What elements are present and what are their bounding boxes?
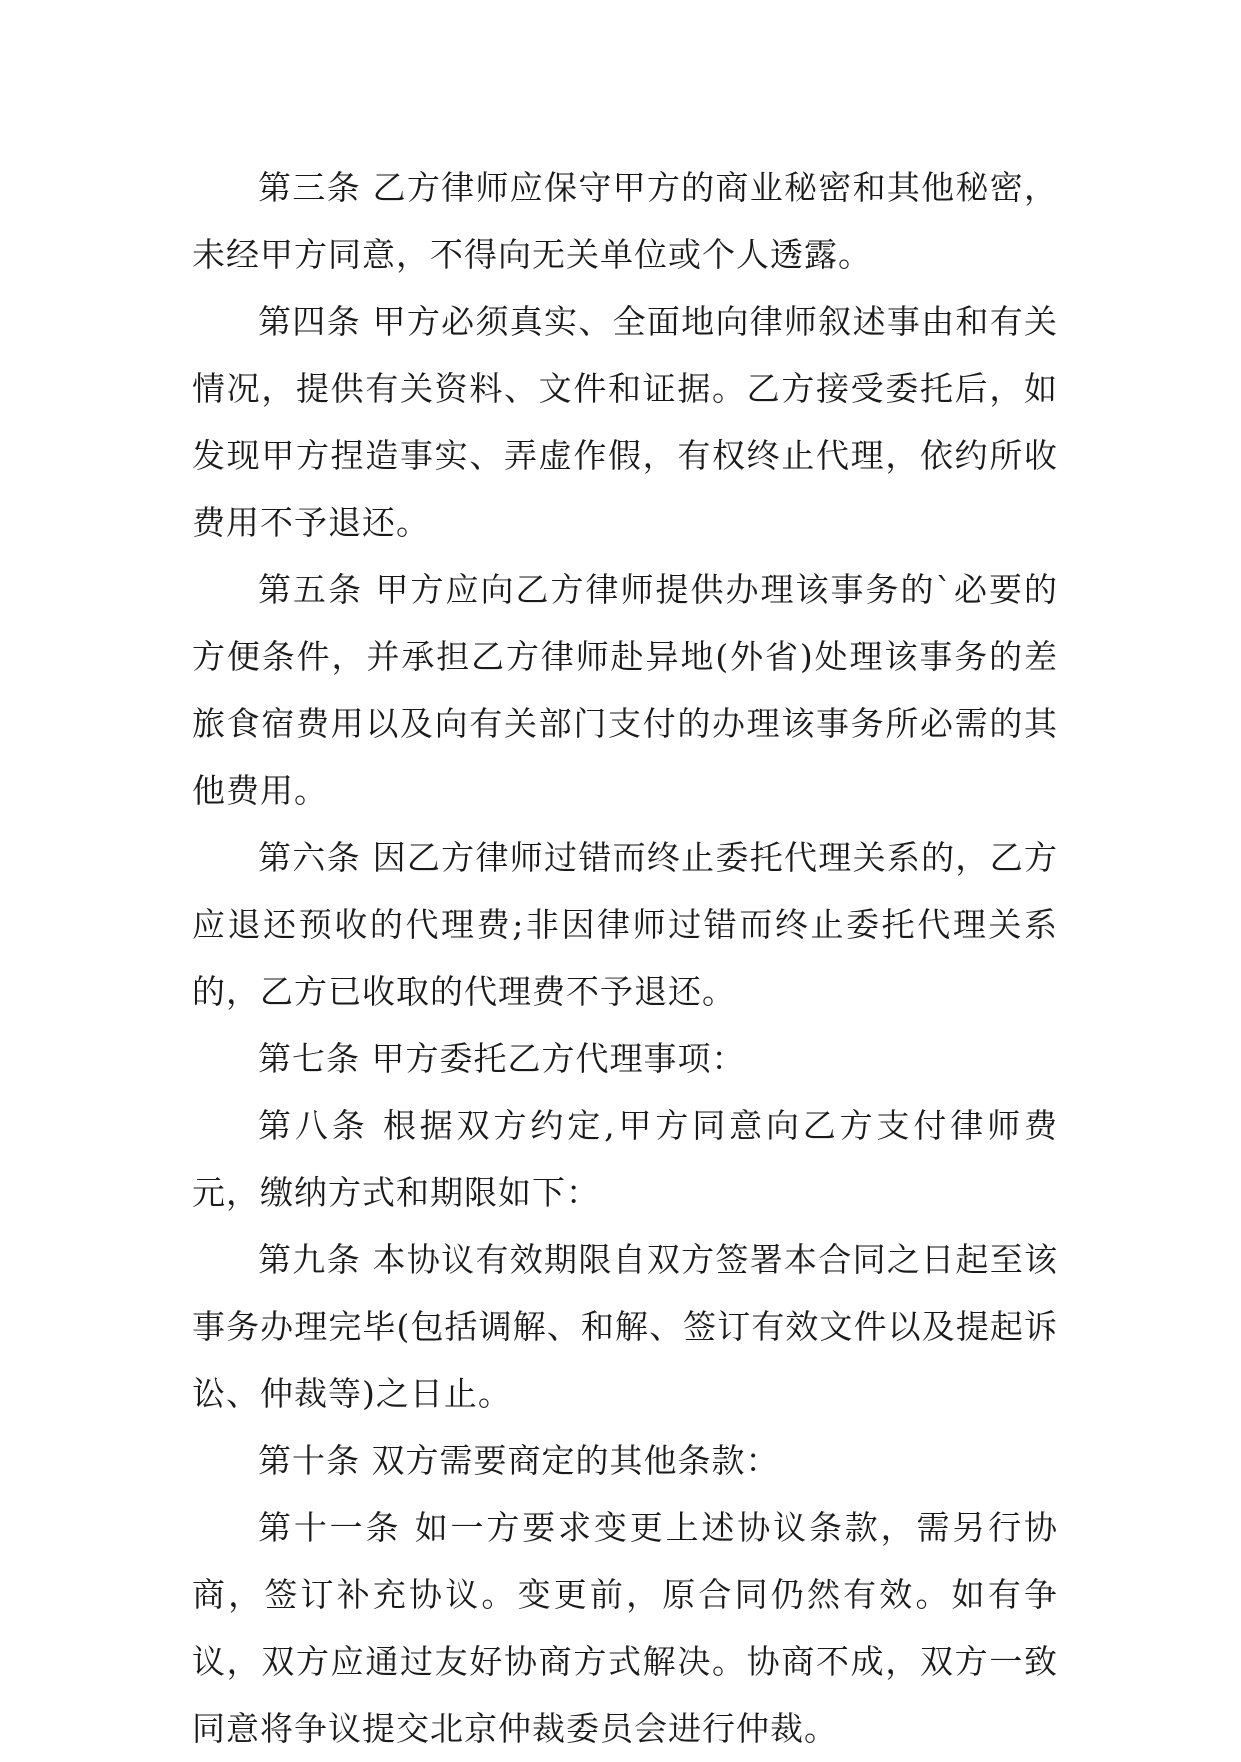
- clause-5: 第五条 甲方应向乙方律师提供办理该事务的`必要的方便条件，并承担乙方律师赴异地(外省)处理该事务的差旅食宿费用以及向有关部门支付的办理该事务所必需的其他费用。: [192, 570, 1058, 810]
- contract-body: [192, 154, 1058, 1762]
- clause-7: 第七条 甲方委托乙方代理事项：: [258, 1039, 746, 1078]
- clause-10: 第十条 双方需要商定的其他条款：: [258, 1441, 780, 1480]
- clause-8: 第八条 根据双方约定,甲方同意向乙方支付律师费 元，缴纳方式和期限如下：: [192, 1106, 1058, 1212]
- clause-3: 第三条 乙方律师应保守甲方的商业秘密和其他秘密，未经甲方同意，不得向无关单位或个人透露。: [192, 168, 1058, 274]
- clause-4: 第四条 甲方必须真实、全面地向律师叙述事由和有关情况，提供有关资料、文件和证据。乙方接受委托后，如发现甲方捏造事实、弄虚作假，有权终止代理，依约所收费用不予退还。: [192, 302, 1058, 542]
- clause-6: 第六条 因乙方律师过错而终止委托代理关系的，乙方应退还预收的代理费;非因律师过错而终止委托代理关系的，乙方已收取的代理费不予退还。: [192, 838, 1058, 1011]
- clause-9: 第九条 本协议有效期限自双方签署本合同之日起至该事务办理完毕(包括调解、和解、签订有效文件以及提起诉讼、仲裁等)之日止。: [192, 1240, 1058, 1413]
- clause-11: 第十一条 如一方要求变更上述协议条款，需另行协商，签订补充协议。变更前，原合同仍然有效。如有争议，双方应通过友好协商方式解决。协商不成，双方一致同意将争议提交北京仲裁委员会进行仲裁。: [192, 1508, 1058, 1748]
